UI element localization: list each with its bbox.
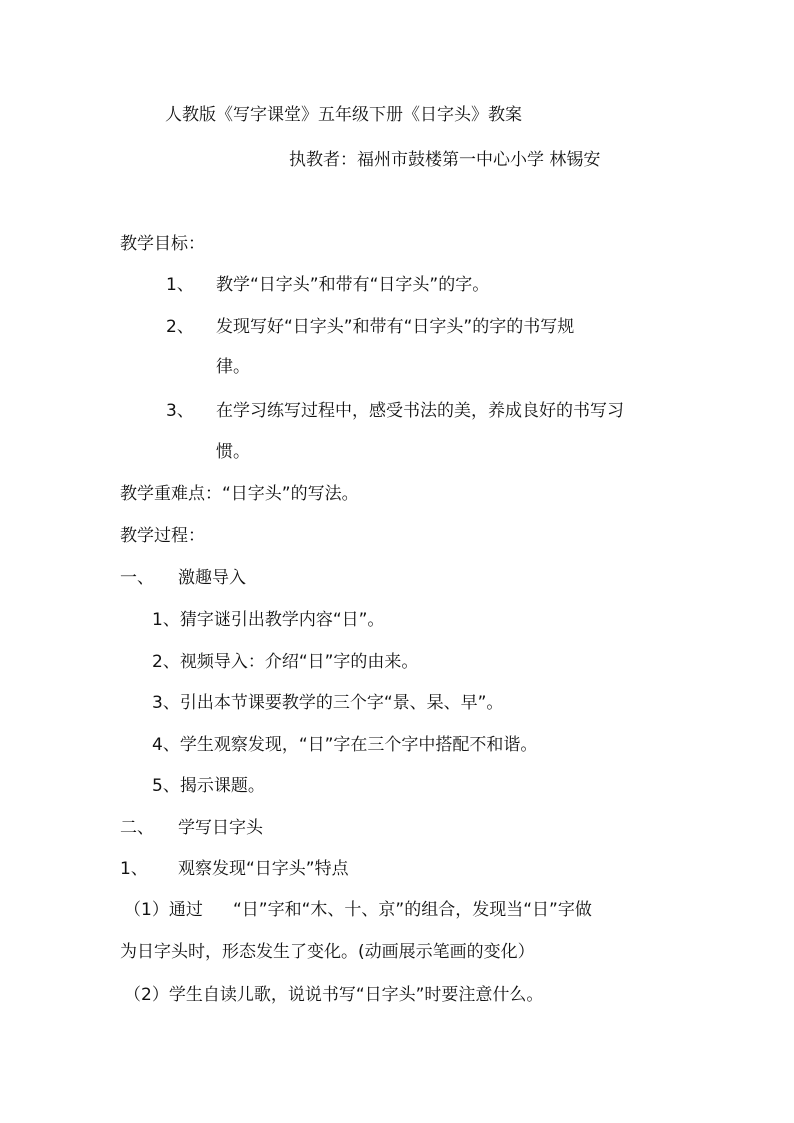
objectives-heading: 教学目标： [120, 234, 205, 254]
process-step: 4、学生观察发现，“日”字在三个字中搭配不和谐。 [152, 735, 538, 755]
process-step: 3、引出本节课要教学的三个字“景、杲、早”。 [152, 693, 504, 713]
objective-number: 1、 [166, 275, 194, 295]
author-line: 执教者：福州市鼓楼第一中心小学 林锡安 [289, 150, 601, 170]
objective-text-continuation: 律。 [216, 357, 250, 377]
section-number: 二、 [120, 818, 154, 838]
section-title: 激趣导入 [178, 568, 246, 588]
paragraph-text: “日”字和“木、十、京”的组合，发现当“日”字做 [233, 900, 592, 920]
objective-text-continuation: 惯。 [216, 442, 250, 462]
subsection-title: 观察发现“日字头”特点 [178, 859, 349, 879]
subsection-number: 1、 [120, 859, 148, 879]
section-title: 学写日字头 [178, 818, 263, 838]
objective-text: 教学“日字头”和带有“日字头”的字。 [216, 275, 490, 295]
process-heading: 教学过程： [120, 526, 205, 546]
objective-number: 3、 [166, 401, 194, 421]
section-number: 一、 [120, 568, 154, 588]
paragraph-start: （1）通过 [124, 900, 203, 920]
process-step: 1、猜字谜引出教学内容“日”。 [152, 610, 385, 630]
key-points: 教学重难点：“日字头”的写法。 [120, 484, 359, 504]
document-title: 人教版《写字课堂》五年级下册《日字头》教案 [165, 105, 522, 125]
objective-text: 在学习练写过程中，感受书法的美，养成良好的书写习 [216, 401, 624, 421]
process-step: 5、揭示课题。 [152, 776, 265, 796]
objective-text: 发现写好“日字头”和带有“日字头”的字的书写规 [216, 317, 575, 337]
paragraph-text: （2）学生自读儿歌，说说书写“日字头”时要注意什么。 [124, 985, 544, 1005]
objective-number: 2、 [166, 317, 194, 337]
process-step: 2、视频导入：介绍“日”字的由来。 [152, 652, 419, 672]
paragraph-continuation: 为日字头时，形态发生了变化。(动画展示笔画的变化） [120, 942, 535, 962]
